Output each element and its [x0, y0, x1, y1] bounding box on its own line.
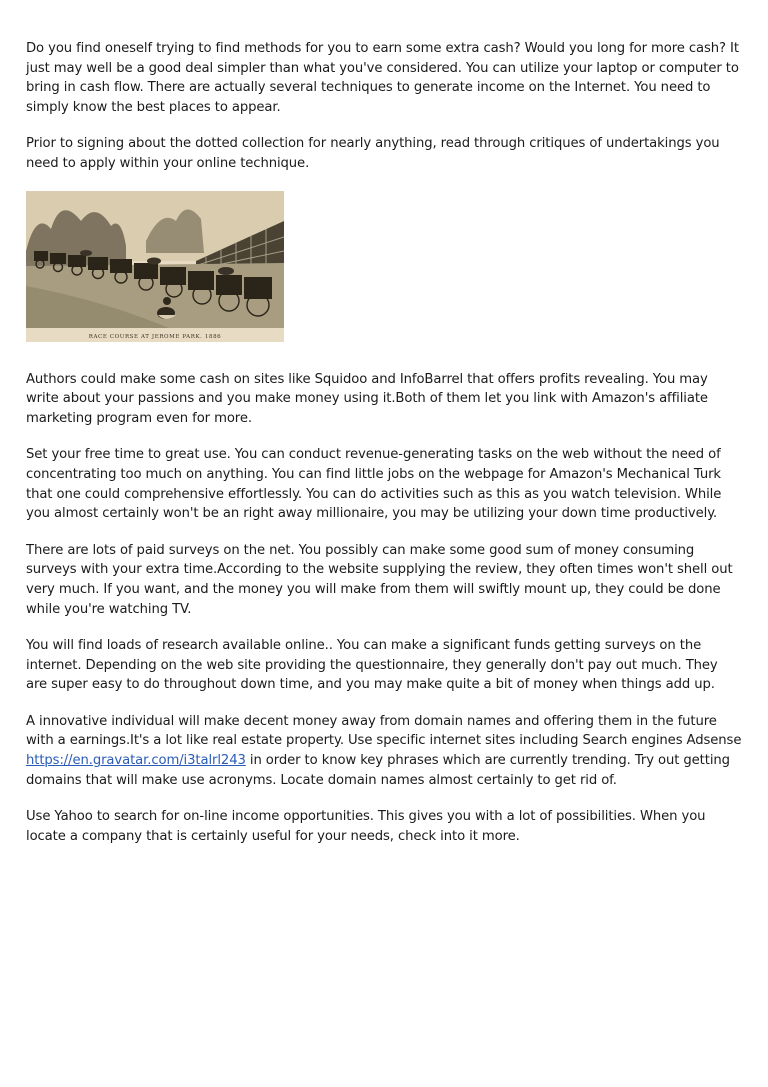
domain-text-before: A innovative individual will make decent money away from domain names and offering them in the future with a earnings.It's a lot like real estate property. Use specific internet sites including Search engines Adsense	[26, 713, 742, 749]
paragraph-domain-names	[26, 712, 742, 790]
photo-caption: RACE COURSE AT JEROME PARK. 1886	[88, 333, 222, 340]
paragraph-yahoo: Use Yahoo to search for on-line income opportunities. This gives you with a lot of possibilities. When you locate a company that is certainly useful for your needs, check into it more.	[26, 809, 706, 844]
gravatar-link[interactable]: https://en.gravatar.com/i3talrl243	[26, 753, 246, 769]
paragraph-research: You will find loads of research available online.. You can make a significant funds getting surveys on the internet. Depending on the web site providing the questionnaire, they generally don't pay out much. They are super easy to do throughout down time, and you may make quite a bit of money when things add up.	[26, 638, 718, 693]
domain-text-after: in order to know key phrases which are currently trending. Try out getting domains that will make use acronyms. Locate domain names almost certainly to get rid of.	[26, 753, 730, 788]
photo-illustration	[26, 191, 284, 342]
paragraph-authors: Authors could make some cash on sites like Squidoo and InfoBarrel that offers profits revealing. You may write about your passions and you make money using it.Both of them let you link with Amazon's affiliate marketing program even for more.	[26, 371, 708, 426]
race-course-photo	[26, 191, 284, 342]
paragraph-intro: Do you find oneself trying to find methods for you to earn some extra cash? Would you long for more cash? It just may well be a good deal simpler than what you've considered. You can utilize your laptop or computer to bring in cash flow. There are actually several techniques to generate income on the Internet. You need to simply know the best places to appear.	[26, 41, 739, 115]
paragraph-critiques: Prior to signing about the dotted collection for nearly anything, read through critiques of undertakings you need to apply within your online technique.	[26, 136, 720, 171]
paragraph-paid-surveys: There are lots of paid surveys on the net. You possibly can make some good sum of money consuming surveys with your extra time.According to the website supplying the review, they often times won't shell out very much. If you want, and the money you will make from them will swiftly mount up, they could be done while you're watching TV.	[26, 542, 733, 617]
paragraph-free-time: Set your free time to great use. You can conduct revenue-generating tasks on the web without the need of concentrating too much on anything. You can find little jobs on the webpage for Amazon's Mechanical Turk that one could comprehensive effortlessly. You can do activities such as this as you watch television. While you almost certainly won't be an right away millionaire, you may be utilizing your down time productively.	[26, 447, 722, 522]
